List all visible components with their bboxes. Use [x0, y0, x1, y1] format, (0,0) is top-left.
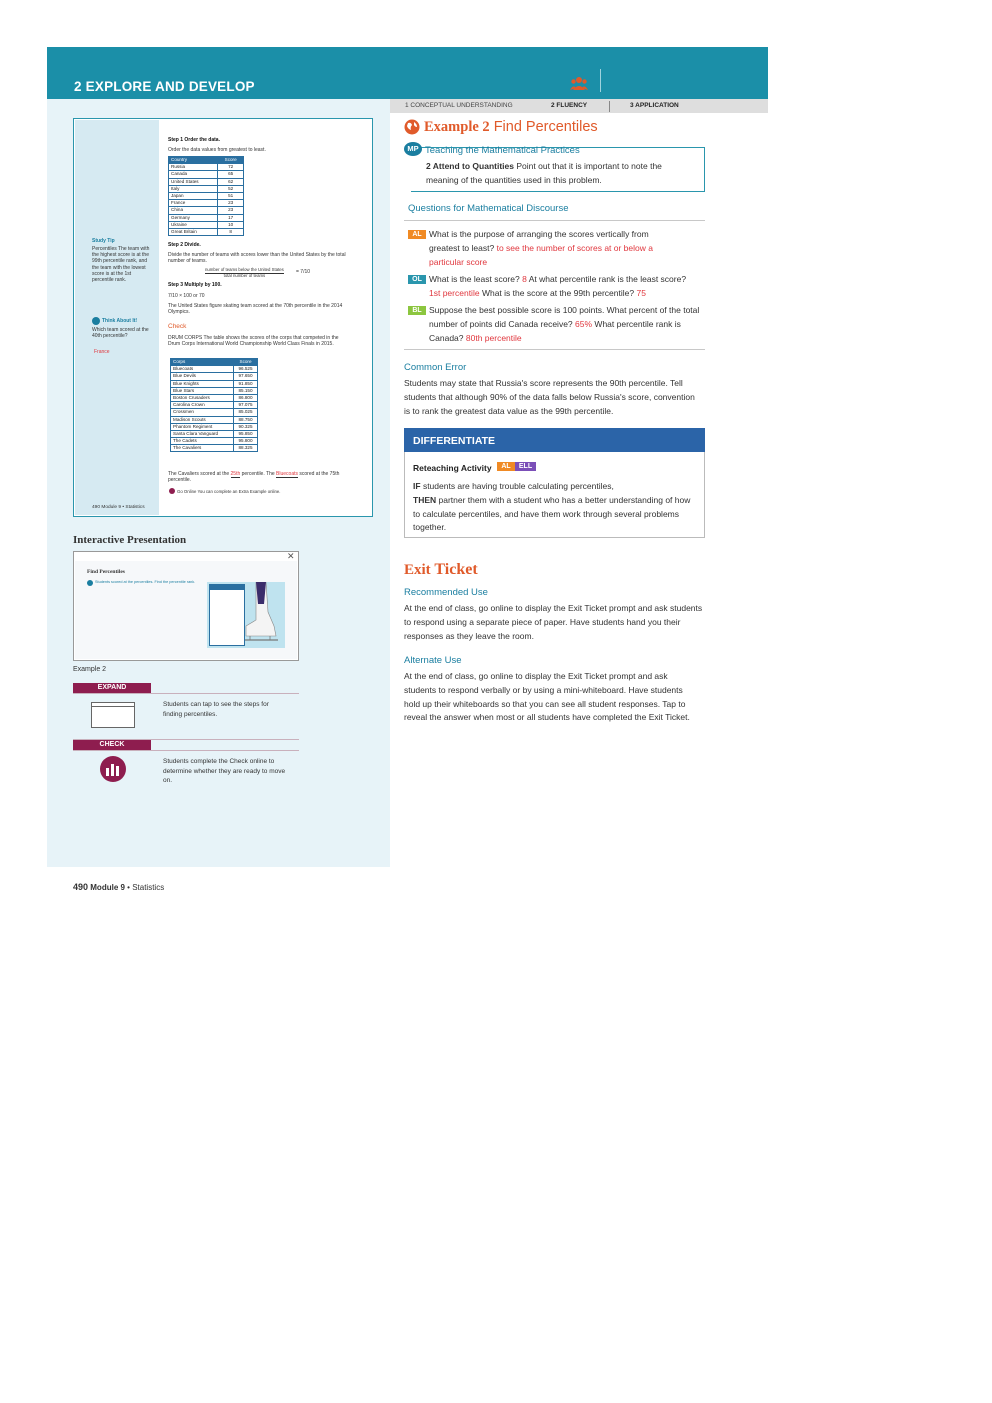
tab-divider — [609, 101, 610, 112]
divider — [73, 693, 299, 694]
check-text: DRUM CORPS The table shows the scores of the corps that competed in the Drum Corps International World Championship World Class Finals in 2015. — [168, 335, 339, 348]
step2-fraction: number of teams below the United States total number of teams — [205, 267, 284, 278]
think-about-it-text: Which team scored at the 40th percentile? — [92, 327, 149, 340]
group-icon — [570, 75, 588, 91]
go-online-icon — [169, 488, 175, 494]
interactive-presentation-title: Interactive Presentation — [73, 534, 187, 546]
tab-conceptual-understanding[interactable]: 1 CONCEPTUAL UNDERSTANDING — [405, 102, 513, 109]
close-icon[interactable]: ✕ — [287, 551, 295, 561]
expand-window-icon — [91, 702, 135, 728]
reteaching-activity: Reteaching Activity — [413, 463, 492, 473]
divider — [73, 750, 299, 751]
step3-title: Step 3 Multiply by 100. — [168, 282, 222, 288]
presentation-mini-table — [209, 584, 245, 646]
check-question: The Cavaliers scored at the 25th percentile. The Bluecoats scored at the 75th percentile. — [168, 471, 340, 484]
practices-text: 2 Attend to Quantities Point out that it is important to note the meaning of the quantities used in this problem. — [426, 161, 662, 185]
step1-title: Step 1 Order the data. — [168, 137, 220, 143]
divider — [404, 220, 705, 221]
expand-description: Students can tap to see the steps for finding percentiles. — [163, 701, 269, 718]
presentation-screen-title: Find Percentiles — [87, 569, 125, 575]
step2-title: Step 2 Divide. — [168, 242, 201, 248]
drum-corps-table: Corps Score Bluecoats 96.525 Blue Devils 97.650 Blue Knights 91.850 Blue Stars 85.150 Boston Crusaders 86.800 Carolina Crown 97.075 Crossmen 85.025 Madison Scouts 88.750 Phantom Regiment 90.325 Santa Clara Vanguard 95.850 The Cadets 95.800 The Cavaliers 88.325 — [170, 358, 258, 452]
al-badge: AL — [408, 230, 426, 239]
practices-badge: MP — [404, 142, 422, 156]
think-about-it-title: Think About It! — [102, 318, 138, 324]
study-tip-title: Study Tip — [92, 238, 115, 244]
discourse-question-ol: What is the least score? 8 At what percentile rank is the least score? 1st percentile What is the score at the 99th percentile? 75 — [429, 274, 687, 298]
discourse-heading: Questions for Mathematical Discourse — [408, 203, 569, 214]
step1-text: Order the data values from greatest to least. — [168, 147, 266, 153]
recommended-use-heading: Recommended Use — [404, 587, 488, 598]
step2-text: Divide the number of teams with scores lower than the United States by the total number of teams. — [168, 252, 346, 265]
common-error-text: Students may state that Russia's score represents the 90th percentile. Tell students that although 90% of the data falls below Russia's score, convention is to rank the greatest data value as the 99th percentile. — [404, 378, 695, 416]
page-footer: 490 Module 9 • Statistics — [73, 882, 165, 892]
divider — [404, 349, 705, 350]
al-badge: AL — [497, 462, 515, 471]
discourse-question-bl: Suppose the best possible score is 100 points. What percent of the total number of points did Canada receive? 65% What percentile rank is Canada? 80th percentile — [429, 305, 700, 343]
exit-ticket-heading: Exit Ticket — [404, 561, 478, 578]
alternate-use-heading: Alternate Use — [404, 655, 462, 666]
tab-application[interactable]: 3 APPLICATION — [630, 102, 679, 109]
lightbulb-icon — [87, 580, 93, 586]
check-tag: CHECK — [73, 740, 151, 750]
practices-heading: Teaching the Mathematical Practices — [425, 145, 580, 156]
header-divider — [600, 69, 601, 92]
presentation-caption: Example 2 — [73, 666, 107, 673]
check-description: Students complete the Check online to determine whether they are ready to move on. — [163, 758, 286, 784]
alternate-use-text: At the end of class, go online to display the Exit Ticket prompt and ask students to respond verbally or by using a mini-whiteboard. Have students hold up their whiteboards so that you can see all student responses. Tap to reveal the answer when most or all students have completed the Exit Ticket. — [404, 671, 690, 723]
ol-badge: OL — [408, 275, 426, 284]
check-label: Check — [168, 323, 187, 330]
country-score-table: Country Score Russia 72 Canada 65 United States 62 Italy 52 Japan 51 France 23 China 23 Germany 17 Ukraine 10 Great Britain 8 — [168, 156, 244, 236]
go-online-text: Go Online You can complete an Extra Example online. — [177, 489, 281, 494]
step3-result: The United States figure skating team scored at the 70th percentile in the 2014 Olympics. — [168, 303, 343, 316]
presentation-screen-text: Students scored at the percentiles. Find the percentile rank. — [95, 580, 196, 584]
common-error-heading: Common Error — [404, 362, 467, 373]
bar-chart-icon — [100, 756, 126, 782]
differentiate-heading: DIFFERENTIATE — [404, 428, 705, 452]
step3-equation: 7/10 × 100 or 70 — [168, 293, 205, 299]
step2-fraction-result: = 7/10 — [296, 269, 311, 275]
ell-badge: ELL — [515, 462, 536, 471]
think-about-it-answer: France — [94, 349, 110, 355]
lightbulb-icon — [92, 317, 100, 325]
differentiate-text: IF students are having trouble calculating percentiles, THEN partner them with a student who has a better understanding of how to calculate percentiles, and have them work through several problems together. — [413, 481, 691, 533]
book-page-footer: 490 Module 9 • Statistics — [92, 505, 145, 510]
bl-badge: BL — [408, 306, 426, 315]
expand-tag: EXPAND — [73, 683, 151, 693]
recommended-use-text: At the end of class, go online to display the Exit Ticket prompt and ask students to respond using a separate piece of paper. Have students hand you their responses as they leave the room. — [404, 603, 703, 641]
section-title: 2 EXPLORE AND DEVELOP — [74, 79, 255, 94]
example-heading: Example 2 Find Percentiles — [424, 119, 598, 135]
study-tip-text: Percentiles The team with the highest score is at the 99th percentile rank, and the team with the lowest score is at the 1st percentile rank. — [92, 246, 150, 284]
discourse-question-al: What is the purpose of arranging the scores vertically from greatest to least? to see the number of scores at or below a particular score — [429, 229, 653, 267]
globe-icon — [404, 119, 420, 135]
tab-fluency[interactable]: 2 FLUENCY — [551, 102, 588, 109]
